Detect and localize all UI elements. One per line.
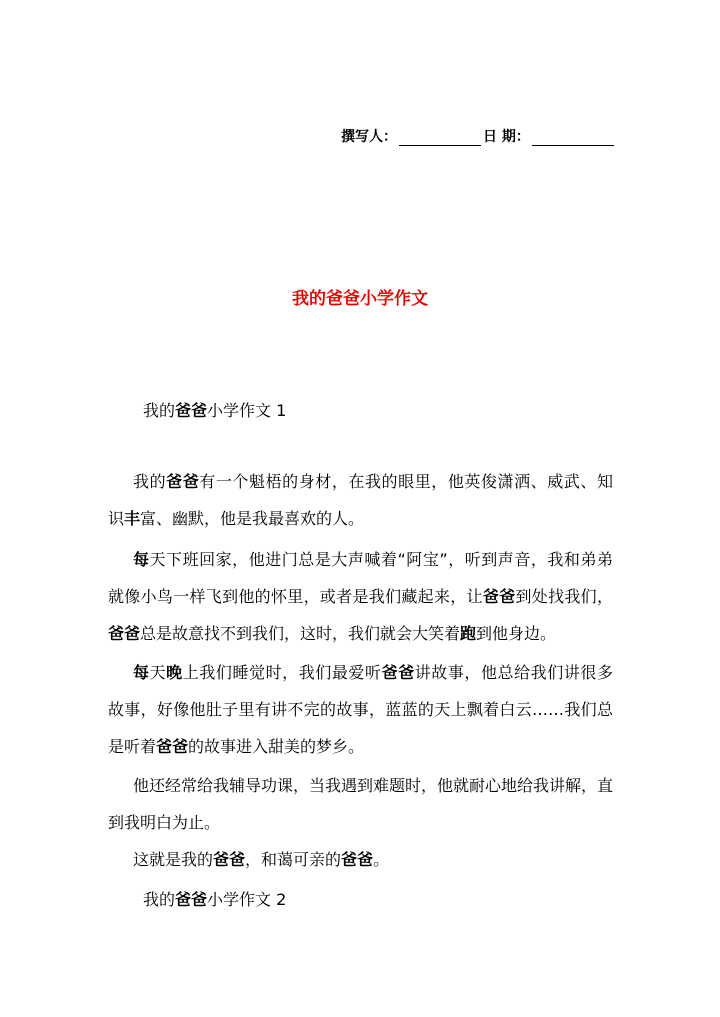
bold-text: 丰 bbox=[124, 509, 141, 528]
paragraph-1 bbox=[108, 463, 613, 537]
bold-text: 爸爸 bbox=[381, 663, 415, 682]
paragraph-text: ，和蔼可亲的 bbox=[245, 850, 342, 869]
paragraph-text: 富、幽默，他是我最喜欢的人。 bbox=[140, 509, 365, 528]
bold-text: 爸爸 bbox=[166, 472, 200, 491]
paragraph-4 bbox=[108, 767, 613, 841]
author-date-line bbox=[341, 126, 614, 146]
paragraph-text: 到处找我们， bbox=[515, 587, 613, 606]
paragraph-2 bbox=[108, 541, 613, 652]
heading-bold-text: 爸爸 bbox=[175, 890, 208, 909]
bold-text: 爸爸 bbox=[482, 587, 516, 606]
paragraph-5 bbox=[108, 841, 613, 878]
heading-text: 我的 bbox=[143, 401, 176, 420]
essay-2-heading bbox=[143, 887, 286, 910]
paragraph-text: 天下班回家，他进门总是大声喊着“阿宝”，听到声音，我和弟弟就像小鸟一样飞到他的怀里，或者是我们藏起来，让 bbox=[108, 550, 613, 606]
bold-text: 爸爸 bbox=[156, 737, 189, 756]
paragraph-text: 上我们睡觉时，我们最爱听 bbox=[182, 663, 382, 682]
bold-text: 跑 bbox=[460, 624, 477, 643]
essay-1-heading bbox=[143, 398, 286, 421]
heading-bold-text: 爸爸 bbox=[175, 401, 208, 420]
paragraph-text: 这就是我的 bbox=[133, 850, 214, 869]
bold-text: 爸爸 bbox=[341, 850, 374, 869]
heading-text: 我的 bbox=[143, 890, 176, 909]
document-title: 我的爸爸小学作文 bbox=[292, 289, 428, 309]
bold-text: 爸爸 bbox=[213, 850, 246, 869]
heading-text: 小学作文 1 bbox=[207, 401, 287, 420]
heading-text: 小学作文 2 bbox=[207, 890, 287, 909]
paragraph-text: 到他身边。 bbox=[476, 624, 557, 643]
paragraph-text: 。 bbox=[373, 850, 390, 869]
paragraph-text: 讲故事，他总给我们讲很多故事，好像他肚子里有讲不完的故事，蓝蓝的天上飘着白云……我们总是听着 bbox=[108, 663, 613, 756]
paragraph-text: 的故事进入甜美的梦乡。 bbox=[188, 737, 365, 756]
paragraph-text: 天 bbox=[149, 663, 167, 682]
paragraph-text: 我的 bbox=[133, 472, 167, 491]
paragraph-text: 总是故意找不到我们，这时，我们就会大笑着 bbox=[140, 624, 461, 643]
bold-text: 晚 bbox=[166, 663, 183, 682]
date-label: 日 期： bbox=[483, 129, 530, 145]
paragraph-text: 有一个魁梧的身材，在我的眼里，他英俊潇洒、威武、知识 bbox=[108, 472, 613, 528]
author-blank bbox=[399, 131, 481, 146]
date-blank bbox=[532, 131, 614, 146]
author-label: 撰写人： bbox=[341, 129, 397, 145]
bold-text: 每 bbox=[133, 663, 150, 682]
bold-text: 爸爸 bbox=[108, 624, 141, 643]
paragraph-text: 他还经常给我辅导功课，当我遇到难题时，他就耐心地给我讲解，直到我明白为止。 bbox=[108, 776, 614, 832]
bold-text: 每 bbox=[133, 550, 150, 569]
paragraph-3 bbox=[108, 654, 613, 765]
